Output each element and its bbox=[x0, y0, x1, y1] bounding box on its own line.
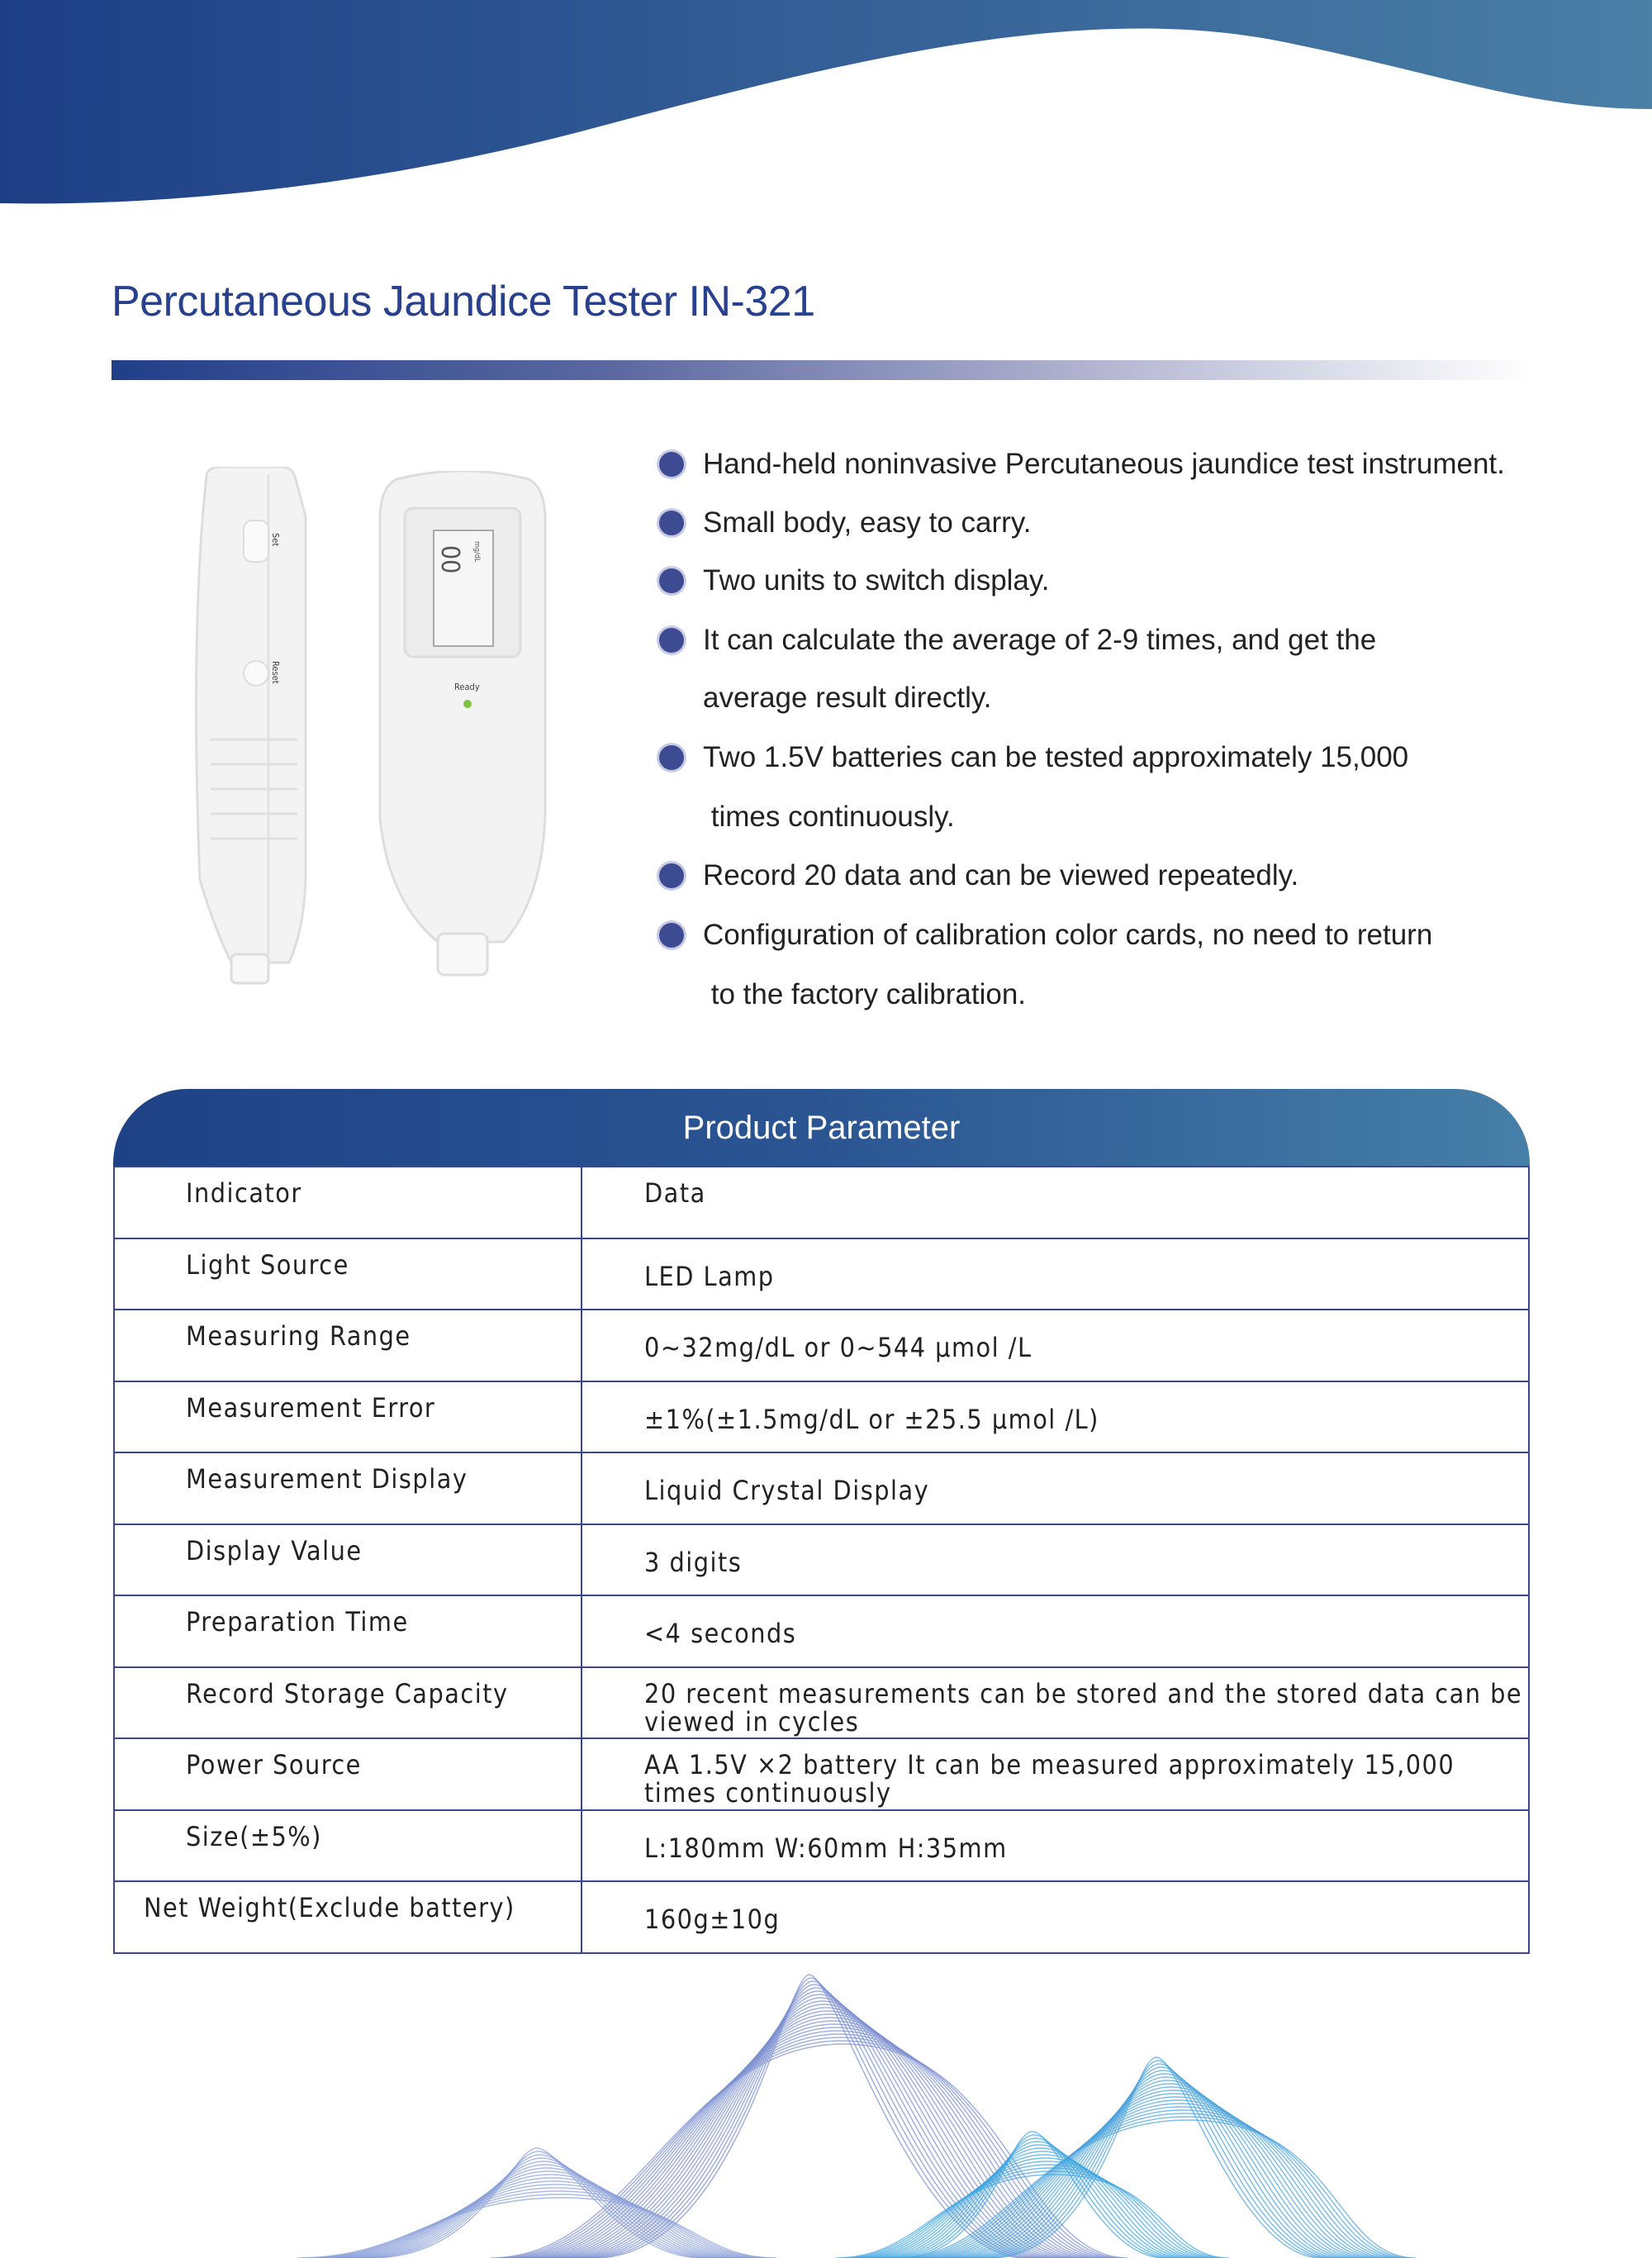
feature-item: Small body, easy to carry. bbox=[703, 506, 1032, 539]
reset-label: Reset bbox=[270, 661, 281, 684]
bullet-icon bbox=[659, 923, 684, 948]
param-name: Preparation Time bbox=[114, 1595, 582, 1667]
param-name: Measurement Error bbox=[114, 1381, 582, 1453]
feature-item: average result directly. bbox=[703, 682, 992, 714]
table-row bbox=[114, 1738, 1529, 1810]
ready-label: Ready bbox=[454, 682, 480, 692]
feature-item: Record 20 data and can be viewed repeatedly. bbox=[703, 859, 1299, 891]
param-name: Power Source bbox=[114, 1738, 582, 1810]
lcd-unit: mg/dL bbox=[472, 541, 481, 563]
table-row bbox=[114, 1238, 1529, 1310]
decorative-wave-lines bbox=[0, 1966, 1652, 2258]
page-title: Percutaneous Jaundice Tester IN-321 bbox=[112, 278, 815, 326]
title-divider-bar bbox=[112, 360, 1532, 380]
feature-item: It can calculate the average of 2-9 times, and get the bbox=[703, 624, 1377, 656]
table-row bbox=[114, 1881, 1529, 1953]
bullet-icon bbox=[659, 452, 684, 477]
table-row bbox=[114, 1810, 1529, 1882]
param-name: Light Source bbox=[114, 1238, 582, 1310]
parameter-table bbox=[113, 1166, 1530, 1954]
device-side-view-image bbox=[190, 467, 314, 987]
param-value: Liquid Crystal Display bbox=[582, 1452, 1529, 1524]
bullet-icon bbox=[659, 863, 684, 888]
param-value: Data bbox=[582, 1167, 1529, 1238]
bullet-icon bbox=[659, 628, 684, 653]
feature-item: Two units to switch display. bbox=[703, 564, 1050, 597]
ready-led-icon bbox=[463, 700, 472, 708]
param-name: Indicator bbox=[114, 1167, 582, 1238]
table-row bbox=[114, 1667, 1529, 1739]
feature-item: Configuration of calibration color cards, no need to return bbox=[703, 919, 1433, 951]
param-name: Size(±5%) bbox=[114, 1810, 582, 1882]
table-row bbox=[114, 1167, 1529, 1238]
top-wave-banner bbox=[0, 0, 1652, 215]
bullet-icon bbox=[659, 511, 684, 535]
bullet-icon bbox=[659, 568, 684, 593]
set-label: Set bbox=[270, 533, 281, 547]
table-row bbox=[114, 1595, 1529, 1667]
bullet-icon bbox=[659, 745, 684, 770]
param-value: 160g±10g bbox=[582, 1881, 1529, 1953]
feature-item: times continuously. bbox=[703, 801, 955, 833]
feature-item: to the factory calibration. bbox=[703, 978, 1027, 1010]
param-value: LED Lamp bbox=[582, 1238, 1529, 1310]
param-name: Display Value bbox=[114, 1524, 582, 1596]
param-value: ±1%(±1.5mg/dL or ±25.5 μmol /L) bbox=[582, 1381, 1529, 1453]
table-row bbox=[114, 1524, 1529, 1596]
param-name: Measuring Range bbox=[114, 1310, 582, 1381]
param-name: Net Weight(Exclude battery) bbox=[114, 1881, 582, 1953]
table-row bbox=[114, 1381, 1529, 1453]
table-row bbox=[114, 1310, 1529, 1381]
parameter-table-heading: Product Parameter bbox=[113, 1089, 1530, 1167]
device-front-view-image bbox=[372, 471, 553, 983]
lcd-digits: 00 bbox=[435, 545, 464, 574]
table-row bbox=[114, 1452, 1529, 1524]
param-value: 20 recent measurements can be stored and the stored data can be viewed in cycles bbox=[582, 1667, 1529, 1739]
param-value: L:180mm W:60mm H:35mm bbox=[582, 1810, 1529, 1882]
param-value: 3 digits bbox=[582, 1524, 1529, 1596]
param-name: Record Storage Capacity bbox=[114, 1667, 582, 1739]
feature-item: Hand-held noninvasive Percutaneous jaundice test instrument. bbox=[703, 448, 1505, 480]
feature-item: Two 1.5V batteries can be tested approximately 15,000 bbox=[703, 741, 1409, 773]
param-value: 0~32mg/dL or 0~544 μmol /L bbox=[582, 1310, 1529, 1381]
param-value: <4 seconds bbox=[582, 1595, 1529, 1667]
param-value: AA 1.5V ×2 battery It can be measured approximately 15,000 times continuously bbox=[582, 1738, 1529, 1810]
param-name: Measurement Display bbox=[114, 1452, 582, 1524]
